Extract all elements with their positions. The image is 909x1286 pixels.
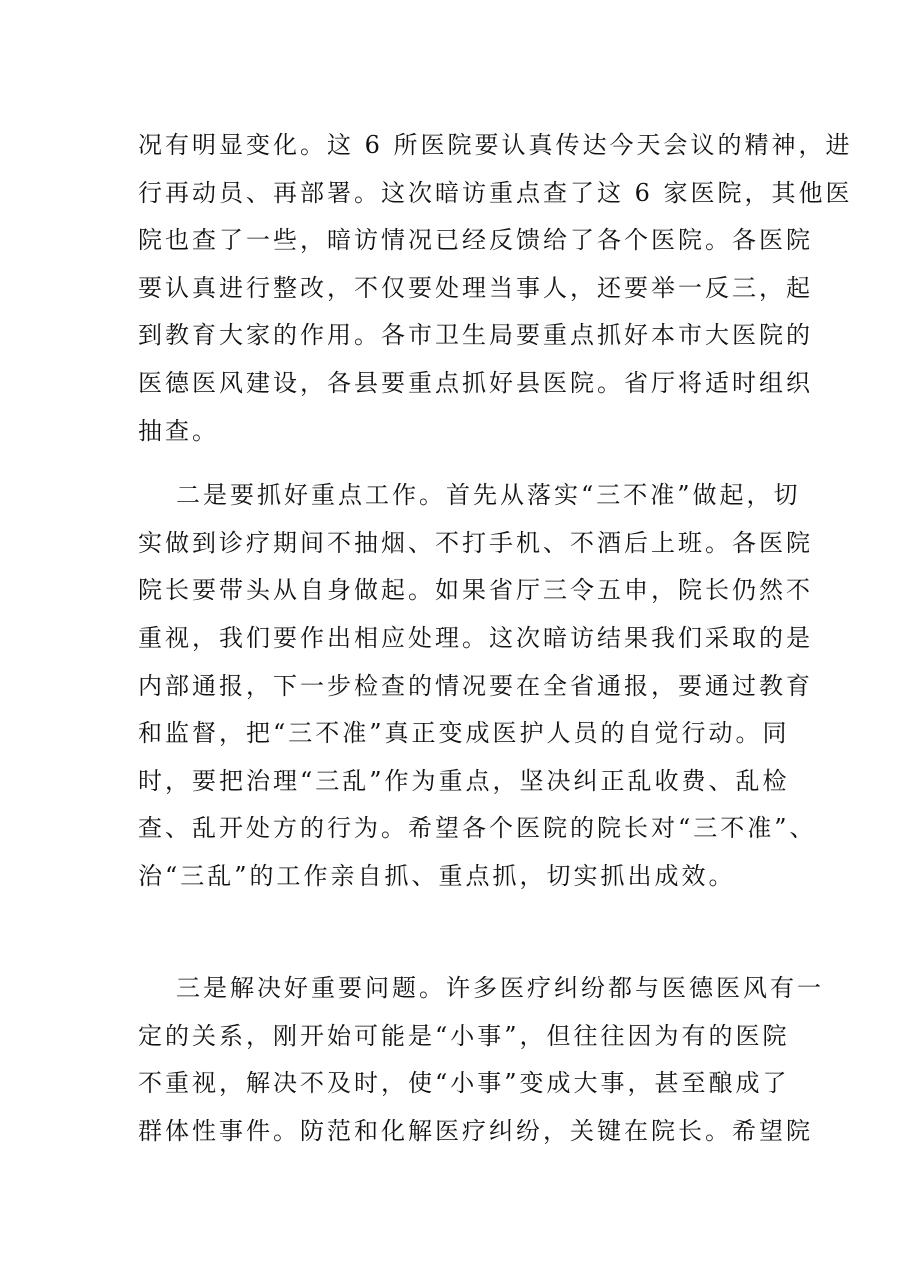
text-line: 院长要带头从自身做起。如果省厅三令五申，院长仍然不 [138, 576, 813, 605]
text-line: 院也查了一些，暗访情况已经反馈给了各个医院。各医院 [138, 226, 813, 255]
text-line: 内部通报，下一步检查的情况要在全省通报，要通过教育 [138, 671, 813, 700]
document-body [138, 122, 853, 1155]
text-line: 和监督，把“三不准”真正变成医护人员的自觉行动。同 [138, 719, 790, 748]
text-line: 要认真进行整改，不仅要处理当事人，还要举一反三，起 [138, 273, 813, 302]
text-line: 二是要抓好重点工作。首先从落实“三不准”做起，切 [176, 481, 801, 510]
text-line: 不重视，解决不及时，使“小事”变成大事，甚至酿成了 [138, 1069, 790, 1098]
text-line: 医德医风建设，各县要重点抓好县医院。省厅将适时组织 [138, 368, 813, 397]
text-line: 抽查。 [138, 416, 219, 445]
paragraph-2 [138, 472, 817, 948]
text-line: 群体性事件。防范和化解医疗纠纷，关键在院长。希望院 [138, 1116, 813, 1145]
text-line: 治“三乱”的工作亲自抓、重点抓，切实抓出成效。 [138, 861, 736, 890]
paragraph-3 [138, 965, 824, 1155]
text-line: 行再动员、再部署。这次暗访重点查了这 6 家医院，其他医 [138, 178, 853, 207]
text-line: 实做到诊疗期间不抽烟、不打手机、不酒后上班。各医院 [138, 528, 813, 557]
text-line: 时，要把治理“三乱”作为重点，坚决纠正乱收费、乱检 [138, 766, 790, 795]
text-line: 到教育大家的作用。各市卫生局要重点抓好本市大医院的 [138, 321, 813, 350]
paragraph-1 [138, 122, 853, 455]
text-line: 三是解决好重要问题。许多医疗纠纷都与医德医风有一 [176, 974, 824, 1003]
text-line: 况有明显变化。这 6 所医院要认真传达今天会议的精神，进 [138, 131, 853, 159]
text-line: 定的关系，刚开始可能是“小事”，但往往因为有的医院 [138, 1021, 790, 1050]
text-line: 重视，我们要作出相应处理。这次暗访结果我们采取的是 [138, 623, 813, 652]
text-line: 查、乱开处方的行为。希望各个医院的院长对“三不准”、 [138, 814, 817, 843]
text-line [138, 901, 778, 949]
